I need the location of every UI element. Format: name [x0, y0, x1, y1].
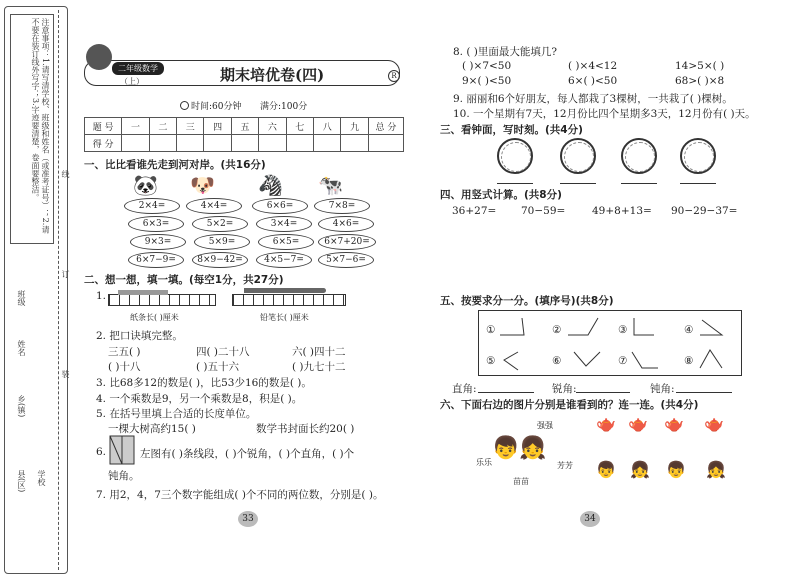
score-cell[interactable]: [368, 135, 403, 152]
clock-icon: [180, 101, 189, 110]
score-header: 总 分: [368, 118, 403, 135]
calc-item: 70−59=: [521, 205, 566, 217]
rhyme: ( )五十六: [196, 361, 240, 373]
child-view-icon[interactable]: 👧: [706, 460, 726, 479]
grade-badge: 二年级数学: [112, 62, 164, 75]
rhyme: 四( )二十八: [196, 346, 250, 358]
angle-number: ③: [618, 324, 628, 336]
section-3-title: 三、看钟面，写时刻。(共4分): [440, 124, 583, 136]
angle-number: ②: [552, 324, 562, 336]
score-cell[interactable]: [177, 135, 204, 152]
child-view-icon[interactable]: 👦: [666, 460, 686, 479]
calc-item: 90−29−37=: [671, 205, 738, 217]
field-town: 乡(镇): [17, 395, 26, 418]
grade-badge-sub: （上）: [120, 77, 144, 86]
dog-icon: 🐶: [190, 173, 215, 197]
q6-figure: [108, 434, 136, 466]
q8-item: 9×( )<50: [462, 75, 512, 87]
score-cell[interactable]: [149, 135, 176, 152]
river-stone[interactable]: 6×5=: [258, 234, 314, 250]
right-angle-answer[interactable]: [478, 392, 534, 393]
teapot-icon[interactable]: 🫖: [664, 414, 684, 433]
section-5-title: 五、按要求分一分。(填序号)(共8分): [440, 295, 614, 307]
notes-box: 注意事项：1.请写清学校、班级和姓名（或准考证号）；2.请不要在装订线外写字；3.字迹要清楚，卷面要整洁。: [10, 14, 54, 244]
river-stone[interactable]: 5×7−6=: [318, 252, 374, 268]
river-stone[interactable]: 7×8=: [314, 198, 370, 214]
score-cell[interactable]: [341, 135, 368, 152]
score-row-label: 得 分: [85, 135, 122, 152]
q8: 8. ( )里面最大能填几?: [453, 46, 558, 58]
field-class: 班级: [17, 290, 26, 306]
score-cell[interactable]: [122, 135, 149, 152]
paper-strip: [118, 290, 168, 295]
river-stone[interactable]: 9×3=: [130, 234, 186, 250]
time-limit: 时间:60分钟: [191, 102, 242, 112]
angle-number: ⑦: [618, 355, 628, 367]
river-stone[interactable]: 4×6=: [318, 216, 374, 232]
river-stone[interactable]: 6×7−9=: [128, 252, 184, 268]
binding-margin: [0, 0, 72, 580]
score-header: 九: [341, 118, 368, 135]
q5b: 数学书封面长约20( ): [256, 423, 355, 435]
q5a: 一棵大树高约15( ): [108, 423, 196, 435]
cow-icon: 🐄: [318, 173, 343, 197]
acute-angle-label: 锐角:: [552, 383, 577, 395]
q6-number: 6.: [96, 446, 107, 458]
field-school: 学校: [37, 470, 46, 486]
score-header: 四: [204, 118, 231, 135]
child-name: 苗苗: [513, 477, 529, 486]
child-view-icon[interactable]: 👧: [630, 460, 650, 479]
calc-item: 49+8+13=: [592, 205, 652, 217]
right-angle-label: 直角:: [452, 383, 477, 395]
child-name: 芳芳: [557, 461, 573, 470]
river-stone[interactable]: 4×5−7=: [256, 252, 312, 268]
pencil-icon: [244, 288, 326, 293]
angle-number: ⑤: [486, 355, 496, 367]
section-2-title: 二、想一想，填一填。(每空1分，共27分): [84, 274, 284, 286]
ruler-paper: [108, 294, 216, 306]
section-4-title: 四、用竖式计算。(共8分): [440, 189, 562, 201]
full-score: 满分:100分: [260, 102, 308, 112]
q4: 4. 一个乘数是9，另一个乘数是8，积是( )。: [96, 393, 303, 405]
line-mark: 装: [61, 370, 70, 378]
score-header: 七: [286, 118, 313, 135]
river-stone[interactable]: 2×4=: [124, 198, 180, 214]
river-stone[interactable]: 6×7+20=: [318, 234, 376, 250]
clock-icon: [621, 138, 657, 174]
line-mark: 线: [61, 170, 70, 178]
answer-line[interactable]: [680, 183, 716, 184]
section-1-title: 一、比比看谁先走到河对岸。(共16分): [84, 159, 266, 171]
score-cell[interactable]: [286, 135, 313, 152]
rhyme: ( )十八: [108, 361, 141, 373]
paper-length-label: 纸条长( )厘米: [130, 313, 179, 322]
registered-logo: R: [388, 70, 400, 82]
q6-cont: 钝角。: [108, 470, 140, 482]
q6: 左图有( )条线段，( )个锐角，( )个直角，( )个: [140, 448, 355, 460]
q8-item: 6×( )<50: [568, 75, 618, 87]
mascot-icon: [86, 44, 112, 70]
calc-item: 36+27=: [452, 205, 497, 217]
rhyme: ( )九七十二: [292, 361, 346, 373]
q7: 7. 用2，4，7三个数字能组成( )个不同的两位数，分别是( )。: [96, 489, 384, 501]
score-header: 题 号: [85, 118, 122, 135]
river-stone[interactable]: 3×4=: [256, 216, 312, 232]
angle-number: ①: [486, 324, 496, 336]
angle-number: ⑧: [684, 355, 694, 367]
rhyme: 三五( ): [108, 346, 141, 358]
angle-figures: [478, 310, 742, 376]
score-header: 六: [259, 118, 286, 135]
obtuse-angle-label: 钝角:: [650, 383, 675, 395]
angle-number: ④: [684, 324, 694, 336]
score-header: 五: [231, 118, 258, 135]
river-stone[interactable]: 8×9−42=: [192, 252, 248, 268]
score-cell[interactable]: [259, 135, 286, 152]
river-stone[interactable]: 5×2=: [192, 216, 248, 232]
q8-item: ( )×4<12: [568, 60, 618, 72]
answer-line[interactable]: [621, 183, 657, 184]
child-name: 强强: [537, 421, 553, 430]
teapot-icon[interactable]: 🫖: [704, 414, 724, 433]
clock-icon: [497, 138, 533, 174]
q8-item: 14>5×( ): [675, 60, 725, 72]
children-icon: 👦👧: [492, 436, 547, 461]
river-stone[interactable]: 5×9=: [194, 234, 250, 250]
clock-icon: [560, 138, 596, 174]
answer-line[interactable]: [497, 183, 533, 184]
page-number-right: 34: [580, 511, 600, 527]
rhyme: 六( )四十二: [292, 346, 346, 358]
page-title: 期末培优卷(四): [220, 66, 325, 84]
river-stone[interactable]: 6×3=: [128, 216, 184, 232]
field-name: 姓名: [17, 340, 26, 356]
line-mark: 订: [61, 270, 70, 278]
score-cell[interactable]: [314, 135, 341, 152]
river-stone[interactable]: 6×6=: [252, 198, 308, 214]
page-number-left: 33: [238, 511, 258, 527]
obtuse-angle-answer[interactable]: [676, 392, 732, 393]
pencil-length-label: 铅笔长( )厘米: [260, 313, 309, 322]
q2: 2. 把口诀填完整。: [96, 330, 183, 342]
q3: 3. 比68多12的数是( )，比53少16的数是( )。: [96, 377, 312, 389]
child-view-icon[interactable]: 👦: [596, 460, 616, 479]
clock-icon: [680, 138, 716, 174]
score-table: [84, 117, 404, 152]
zebra-icon: 🦓: [258, 173, 283, 197]
q9: 9. 丽丽和6个好朋友，每人都栽了3棵树，一共栽了( )棵树。: [453, 93, 733, 105]
field-county: 县(区): [17, 470, 26, 493]
section-6-title: 六、下面右边的图片分别是谁看到的？连一连。(共4分): [440, 399, 699, 411]
score-cell[interactable]: [231, 135, 258, 152]
score-header: 八: [314, 118, 341, 135]
score-header: 一: [122, 118, 149, 135]
angle-number: ⑥: [552, 355, 562, 367]
answer-line[interactable]: [560, 183, 596, 184]
river-stone[interactable]: 4×4=: [186, 198, 242, 214]
q10: 10. 一个星期有7天，12月份比四个星期多3天，12月份有( )天。: [453, 108, 756, 120]
q1-number: 1.: [96, 290, 107, 302]
teapot-icon[interactable]: 🫖: [596, 414, 616, 433]
child-name: 乐乐: [476, 458, 492, 467]
q8-item: 68>( )×8: [675, 75, 725, 87]
ruler-pencil: [232, 294, 346, 306]
score-header: 三: [177, 118, 204, 135]
q5: 5. 在括号里填上合适的长度单位。: [96, 408, 257, 420]
acute-angle-answer[interactable]: [576, 392, 630, 393]
panda-icon: 🐼: [133, 173, 158, 197]
score-header: 二: [149, 118, 176, 135]
q8-item: ( )×7<50: [462, 60, 512, 72]
teapot-icon[interactable]: 🫖: [628, 414, 648, 433]
score-cell[interactable]: [204, 135, 231, 152]
